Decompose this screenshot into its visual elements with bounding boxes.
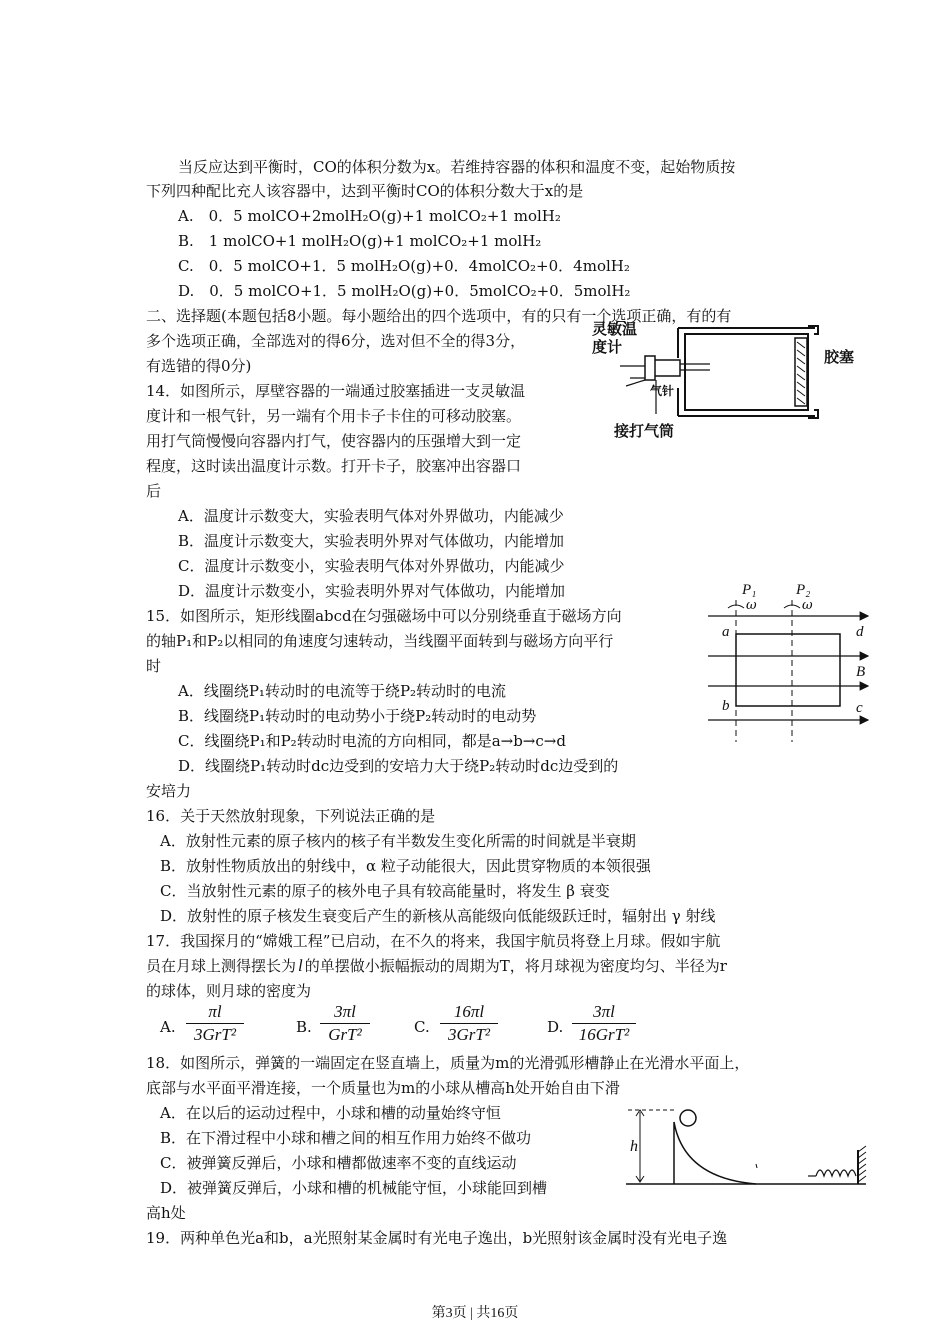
corner-c-label: c <box>856 700 863 716</box>
option-d-fraction <box>572 1002 636 1045</box>
text-line: 当反应达到平衡时，CO的体积分数为x。若维持容器的体积和温度不变，起始物质按 <box>178 158 736 176</box>
denominator: 16GrT² <box>578 1025 630 1044</box>
numerator: πl <box>186 1002 244 1024</box>
option-b: B．放射性物质放出的射线中，α 粒子动能很大，因此贯穿物质的本领很强 <box>160 857 651 875</box>
field-b-label: B <box>856 664 866 680</box>
option-d: D．温度计示数变小，实验表明外界对气体做功，内能增加 <box>178 582 566 600</box>
omega-2-label: ω <box>802 598 813 613</box>
option-b-label: B. <box>296 1018 312 1036</box>
option-a: A．放射性元素的原子核内的核子有半数发生变化所需的时间就是半衰期 <box>160 832 636 850</box>
numerator: 16πl <box>440 1002 498 1024</box>
text-line: 程度，这时读出温度计示数。打开卡子，胶塞冲出容器口 <box>146 457 522 475</box>
option-c-label: C. <box>414 1018 430 1036</box>
plug-label: 胶塞 <box>824 348 855 366</box>
question-14: 14．如图所示，厚壁容器的一端通过胶塞插进一支灵敏温 <box>146 382 526 400</box>
option-c: C．温度计示数变小，实验表明气体对外界做功，内能减少 <box>178 557 565 575</box>
thermometer-label: 灵敏温 <box>592 320 638 338</box>
text-line: 底部与水平面平滑连接，一个质量也为m的小球从槽高h处开始自由下滑 <box>146 1079 620 1097</box>
option-b-fraction <box>320 1002 370 1045</box>
option-d: D．线圈绕P₁转动时dc边受到的安培力大于绕P₂转动时dc边受到的 <box>178 757 619 775</box>
option-c: C．被弹簧反弹后，小球和槽都做速率不变的直线运动 <box>160 1154 517 1172</box>
option-b: B．在下滑过程中小球和槽之间的相互作用力始终不做功 <box>160 1129 532 1147</box>
text-line <box>146 956 727 976</box>
text-line: 有选错的得0分) <box>146 357 252 375</box>
option-a-label: A. <box>160 1018 176 1036</box>
corner-a-label: a <box>722 624 730 640</box>
section-title: 二、选择题(本题包括8小题。每小题给出的四个选项中，有的只有一个选项正确，有的有 <box>146 307 732 325</box>
coil-diagram <box>706 588 872 744</box>
option-a: A. 0．5 molCO+2molH₂O(g)+1 molCO₂+1 molH₂ <box>178 207 561 225</box>
text-segment: 的单摆做小振幅振动的周期为T，将月球视为密度均匀、半径为r <box>304 957 727 975</box>
question-15: 15．如图所示，矩形线圈abcd在匀强磁场中可以分别绕垂直于磁场方向 <box>146 607 622 625</box>
option-d: D. 0．5 molCO+1．5 molH₂O(g)+0．5molCO₂+0．5molH₂ <box>178 282 631 300</box>
option-c: C. 0．5 molCO+1．5 molH₂O(g)+0．4molCO₂+0．4molH₂ <box>178 257 630 275</box>
slot-figure <box>626 1106 872 1190</box>
text-line: 的轴P₁和P₂以相同的角速度匀速转动，当线圈平面转到与磁场方向平行 <box>146 632 614 650</box>
question-16: 16．关于天然放射现象，下列说法正确的是 <box>146 807 436 825</box>
corner-b-label: b <box>722 698 730 714</box>
denominator: GrT² <box>328 1025 362 1044</box>
option-c: C．当放射性元素的原子的核外电子具有较高能量时，将发生 β 衰变 <box>160 882 610 900</box>
option-a: A．温度计示数变大，实验表明气体对外界做功，内能减少 <box>178 507 564 525</box>
option-b: B. 1 molCO+1 molH₂O(g)+1 molCO₂+1 molH₂ <box>178 232 542 250</box>
coil-figure <box>706 582 872 744</box>
corner-d-label: d <box>856 624 864 640</box>
option-d-label: D. <box>547 1018 564 1036</box>
omega-1-label: ω <box>746 598 757 613</box>
option-d: D．被弹簧反弹后，小球和槽的机械能守恒，小球能回到槽 <box>160 1179 548 1197</box>
pump-label: 接打气筒 <box>614 422 675 440</box>
option-a: A．在以后的运动过程中，小球和槽的动量始终守恒 <box>160 1104 501 1122</box>
text-line: 高h处 <box>146 1204 186 1222</box>
denominator: 3GrT² <box>448 1025 490 1044</box>
option-c: C．线圈绕P₁和P₂转动时电流的方向相同，都是a→b→c→d <box>178 732 566 750</box>
text-line: 度计和一根气针，另一端有个用卡子卡住的可移动胶塞。 <box>146 407 522 425</box>
numerator: 3πl <box>572 1002 636 1024</box>
needle-label: 气针 <box>650 384 675 398</box>
option-b: B．温度计示数变大，实验表明外界对气体做功，内能增加 <box>178 532 565 550</box>
text-line: 多个选项正确，全部选对的得6分，选对但不全的得3分， <box>146 332 526 350</box>
text-segment: 员在月球上测得摆长为 <box>146 957 297 975</box>
pendulum-length-symbol: l <box>298 956 303 975</box>
text-line: 时 <box>146 657 162 675</box>
question-17: 17．我国探月的“嫦娥工程”已启动，在不久的将来，我国宇航员将登上月球。假如宇航 <box>146 932 721 950</box>
option-b: B．线圈绕P₁转动时的电动势小于绕P₂转动时的电动势 <box>178 707 537 725</box>
text-line: 后 <box>146 482 162 500</box>
text-line: 安培力 <box>146 782 192 800</box>
page-footer: 第3页 | 共16页 <box>431 1306 519 1321</box>
option-d: D．放射性的原子核发生衰变后产生的新核从高能级向低能级跃迁时，辐射出 γ 射线 <box>160 907 716 925</box>
text-line: 的球体，则月球的密度为 <box>146 982 312 1000</box>
option-a: A．线圈绕P₁转动时的电流等于绕P₂转动时的电流 <box>178 682 507 700</box>
question-18: 18．如图所示，弹簧的一端固定在竖直墙上，质量为m的光滑弧形槽静止在光滑水平面上， <box>146 1054 750 1072</box>
thermometer-label-2: 度计 <box>592 338 623 356</box>
height-h-label: h <box>630 1138 638 1155</box>
container-figure <box>590 318 870 446</box>
axis-p2-label: P₂ <box>796 582 811 598</box>
option-c-fraction <box>440 1002 498 1045</box>
text-line: 用打气筒慢慢向容器内打气，使容器内的压强增大到一定 <box>146 432 522 450</box>
option-a-fraction <box>186 1002 244 1045</box>
slot-diagram <box>626 1106 872 1190</box>
text-line: 下列四种配比充人该容器中，达到平衡时CO的体积分数大于x的是 <box>146 182 584 200</box>
denominator: 3GrT² <box>194 1025 236 1044</box>
axis-p1-label: P₁ <box>742 582 757 598</box>
question-19: 19．两种单色光a和b，a光照射某金属时有光电子逸出，b光照射该金属时没有光电子逸 <box>146 1229 728 1247</box>
numerator: 3πl <box>320 1002 370 1024</box>
